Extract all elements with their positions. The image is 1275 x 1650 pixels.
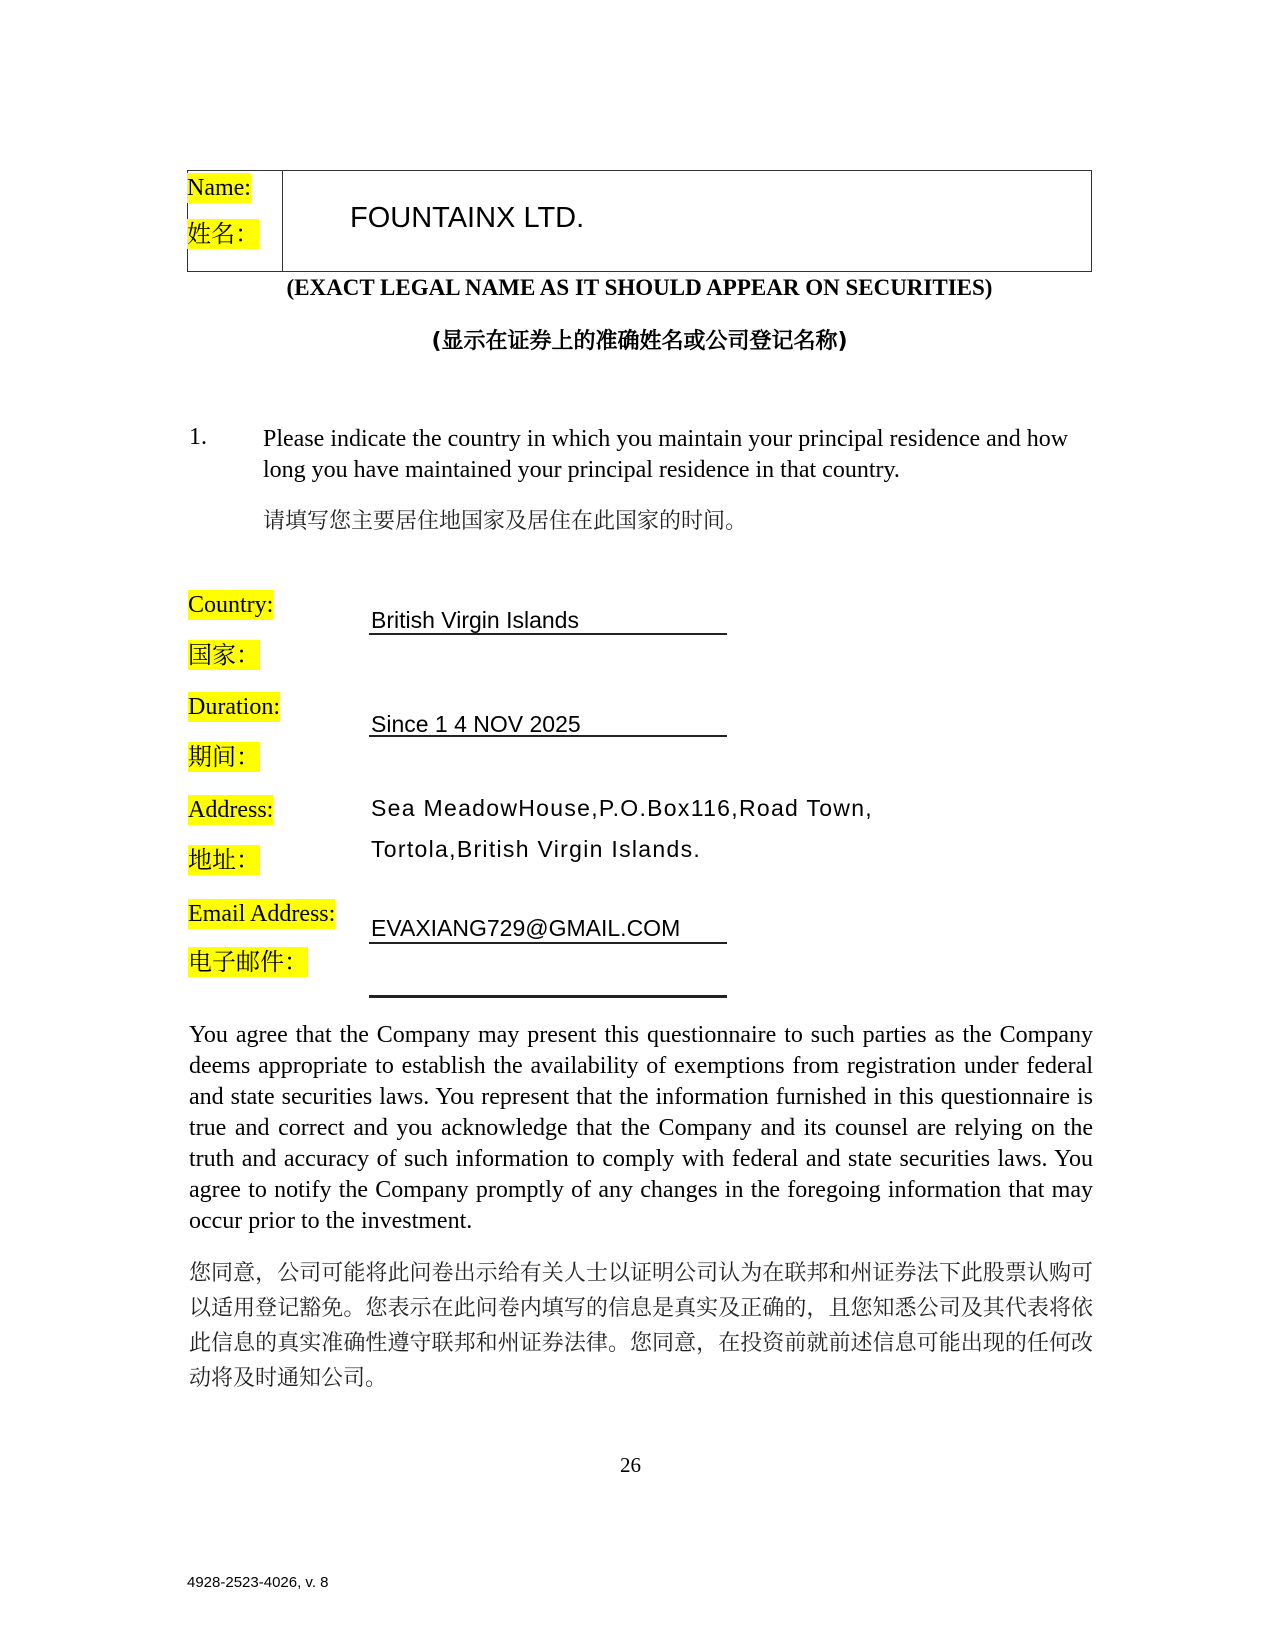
email-label-zh: 电子邮件： — [188, 948, 308, 976]
agreement-paragraph-en: You agree that the Company may present this questionnaire to such parties as the Company deems appropriate to establish the availability of exemptions from registration under federal and state securities laws. You represent that the information furnished in this questionnaire is true and correct and you acknowledge that the Company and its counsel are relying on the truth and accuracy of such information to comply with federal and state securities laws. You agree to notify the Company promptly of any changes in the foregoing information that may occur prior to the investment. — [189, 1022, 1093, 1234]
name-label-en: Name: — [187, 175, 251, 201]
address-label-zh: 地址： — [188, 846, 260, 874]
question-number: 1. — [189, 424, 207, 450]
name-label-zh: 姓名： — [187, 220, 259, 248]
email-label-en: Email Address: — [188, 901, 336, 927]
duration-label-zh: 期间： — [188, 743, 260, 771]
country-label-zh: 国家： — [188, 641, 260, 669]
address-line-2: Tortola,British Virgin Islands. — [371, 836, 702, 862]
email-underline-extra — [369, 995, 727, 998]
document-id: 4928-2523-4026, v. 8 — [187, 1574, 329, 1591]
name-value: FOUNTAINX LTD. — [350, 202, 585, 234]
question-text-zh: 请填写您主要居住地国家及居住在此国家的时间。 — [263, 509, 748, 534]
agreement-paragraph-zh: 您同意，公司可能将此问卷出示给有关人士以证明公司认为在联邦和州证券法下此股票认购可以适用登记豁免。您表示在此问卷内填写的信息是真实及正确的，且您知悉公司及其代表将依此信息的真实准确性遵守联邦和州证券法律。您同意，在投资前就前述信息可能出现的任何改动将及时通知公司。 — [189, 1261, 1093, 1391]
duration-value: Since 1 4 NOV 2025 — [371, 711, 581, 737]
page-number: 26 — [620, 1453, 641, 1477]
email-underline — [369, 942, 727, 944]
email-value: EVAXIANG729@GMAIL.COM — [371, 915, 681, 941]
duration-underline — [369, 735, 727, 737]
question-text-en: Please indicate the country in which you maintain your principal residence and how long you have maintained your principal residence in that country. — [263, 426, 1069, 483]
name-box — [187, 170, 1092, 272]
legal-name-note-en: (EXACT LEGAL NAME AS IT SHOULD APPEAR ON SECURITIES) — [286, 275, 993, 300]
country-value: British Virgin Islands — [371, 607, 579, 633]
name-box-divider — [282, 171, 283, 271]
legal-name-note-zh: (显示在证券上的准确姓名或公司登记名称) — [431, 329, 848, 354]
address-label-en: Address: — [188, 797, 274, 823]
country-label-en: Country: — [188, 592, 274, 618]
duration-label-en: Duration: — [188, 694, 280, 720]
address-line-1: Sea MeadowHouse,P.O.Box116,Road Town, — [371, 795, 874, 821]
country-underline — [369, 633, 727, 635]
